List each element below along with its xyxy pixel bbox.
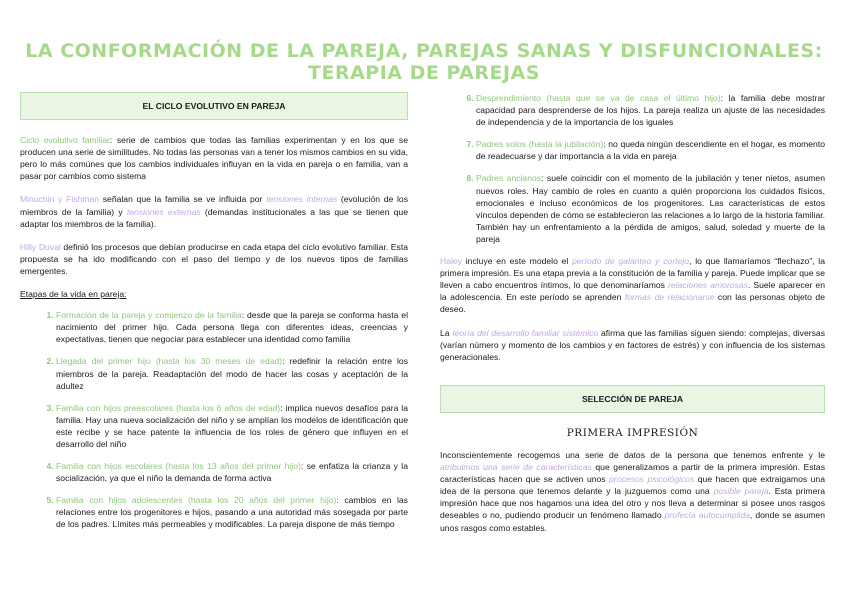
left-column [20,92,408,541]
list-item: 1. Formación de la pareja y comienzo de la familia: desde que la pareja se conforma hasta el nacimiento del primer hijo. Cada persona llega con diferentes ideas, creencias y expectativas, tienen que negociar para establecer una identidad como familia [56,309,408,345]
list-item: 5. Familia con hijos adolescentes (hasta los 20 años del primer hijo): cambios en las relaciones entre los progenitores e hijos, pasando a una autoridad más sosegada por parte de los padres. Límites más permeables y modificables. La pareja dispone de más tiempo [56,494,408,530]
paragraph-duval: Hilly Duval definió los procesos que debían producirse en cada etapa del ciclo evolutivo familiar. Esta propuesta se ha ido modificando con el paso del tiempo y de los nuevos tipos de familias emergentes. [20,241,409,276]
list-item: 8. Padres ancianos: suele coincidir con el momento de la jubilación y tener nietos, asumen nuevos roles. Hay cambio de roles en cuanto a quién proporciona los cuidados físicos, emocionales e incluso económicos de los progenitores. Las características de estos vínculos dependen de cómo se establecieron las relaciones a lo largo de la historia familiar. También hay un enfrentamiento a la pérdida de amigos, salud, soledad y muerte de la pareja [476,172,825,245]
term-ciclo: Ciclo evolutivo familiar [20,135,110,146]
stages-list-continued [440,92,825,245]
section-header-ciclo: EL CICLO EVOLUTIVO EN PAREJA [20,92,408,120]
author-duval: Hilly Duval [20,241,61,252]
list-item: 6. Desprendimiento (hasta que se va de casa el último hijo): la familia debe mostrar capacidad para desprenderse de los hijos. La pareja realiza un ajuste de las necesidades de independencia y de la importancia de los iguales [476,92,825,128]
paragraph-ciclo: Ciclo evolutivo familiar: serie de cambios que todas las familias experimentan y en los que se producen una serie de similitudes. No todas las personas van a tener los mismos cambios en su vida, pero lo más comúnes que los cambios individuales influyan en la vida en pareja o en familia, van a pasar por cambios como sistema [20,135,408,182]
stages-heading: Etapas de la vida en pareja: [20,289,127,300]
right-column [440,92,825,545]
term-teoria: teoría del desarrollo familiar sistémico [452,327,599,338]
subheading-primera-impresion: PRIMERA IMPRESIÓN [566,426,699,439]
paragraph-minuchin: Minuchin y Fishman señalan que la familia se ve influida por tensiones internas (evolución de los miembros de la familia) y tensiones externas (demandas institucionales a las que se tienen que adaptar los miembros de la familia). [20,194,408,229]
paragraph-inconscientemente: Inconscientemente recogemos una serie de datos de la persona que tenemos enfrente y le atribuimos una serie de características que generalizamos a partir de la primera impresión. Estas características hacen que se activen unos procesos psicológicos que hacen que extraigamos una idea de la persona que tenemos delante y la juzguemos como una posible pareja. Esta primera impresión hace que nos hagamos una idea del otro y nos lleva a determinar si posee unos rasgos deseables o no, pudiendo producir un fenómeno llamado profecía autocumplida, donde se asumen unos rasgos como estables. [440,449,826,533]
list-item: 3. Familia con hijos preescolares (hasta los 6 años de edad): implica nuevos desafíos para la familia. Hay una nueva socialización del niño y se amplían los modelos de identificación que este recibe y se hace patente la influencia de los roles de género que influyen en el desarrollo del niño [56,402,408,450]
page-title: LA CONFORMACIÓN DE LA PAREJA, PAREJAS SANAS Y DISFUNCIONALES: TERAPIA DE PAREJAS [25,40,823,84]
paragraph-haley: Haley incluye en este modelo el período de galanteo y cortejo, lo que llamaríamos “flechazo”, la primera impresión. Es una etapa previa a la constitución de la familia y pareja. Puede implicar que se lleven a cabo encuentros íntimos, lo que denominaríamos relaciones amorosas. Suele aparecer en la adolescencia. En este período se aprenden formas de relacionarse con las personas objeto de deseo. [440,256,826,315]
list-item: 4. Familia con hijos escolares (hasta los 13 años del primer hijo): se enfatiza la crianza y la socialización, ya que el niño la demanda de forma activa [56,460,408,484]
author-minuchin: Minuchin y Fishman [20,194,100,205]
paragraph-teoria: La teoría del desarrollo familiar sistémico afirma que las familias siguen siendo: complejas, diversas (varían número y momento de los cambios y en factores de estrés) y con influencia de los sistemas generacionales. [440,327,825,362]
author-haley: Haley [440,256,462,267]
list-item: 7. Padres solos (hasta la jubilación): no queda ningún descendiente en el hogar, es momento de readecuarse y dar importancia a la vida en pareja [476,138,825,162]
stages-list [20,309,408,530]
list-item: 2. Llegada del primer hijo (hasta los 30 meses de edad): redefinir la relación entre los miembros de la pareja. Readaptación del modo de hacer las cosas y aceptación de la adultez [56,355,408,391]
section-header-seleccion: SELECCIÓN DE PAREJA [440,385,825,413]
